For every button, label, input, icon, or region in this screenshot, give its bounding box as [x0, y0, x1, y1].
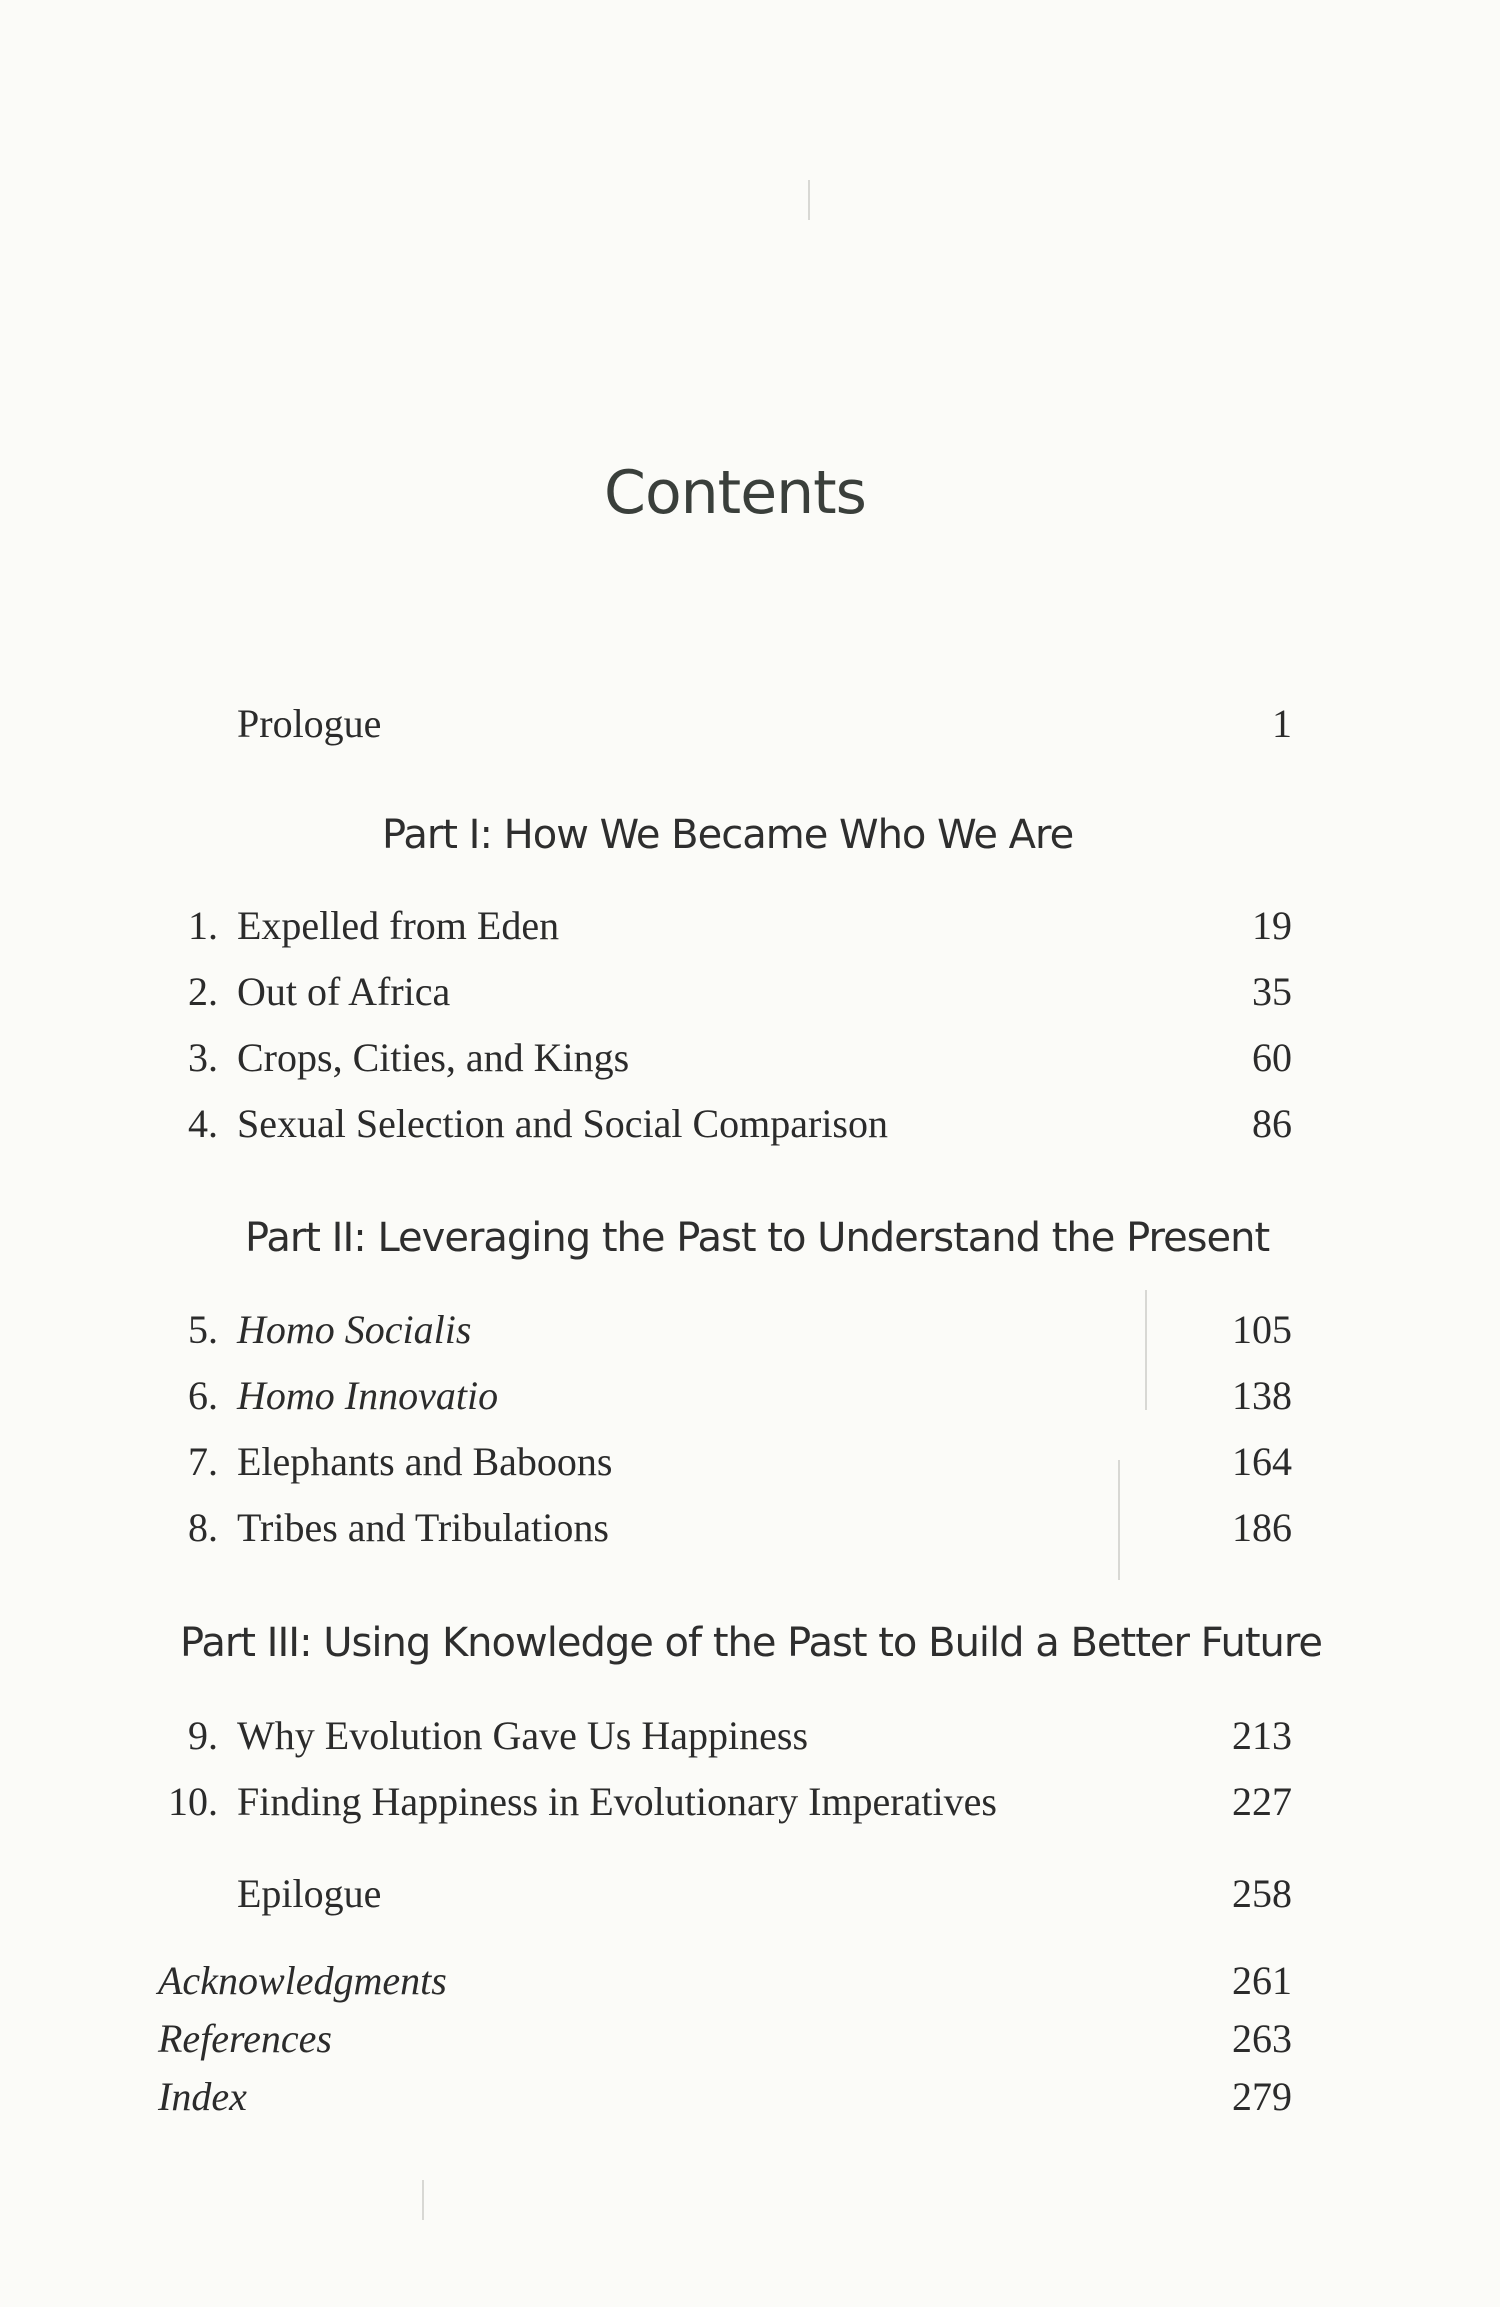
toc-entry-page: 186 [1232, 1505, 1292, 1550]
toc-entry-page: 261 [1232, 1958, 1292, 2003]
toc-entry-page: 1 [1272, 701, 1292, 746]
toc-entry-label: Out of Africa [237, 969, 451, 1014]
part-heading: Part II: Leveraging the Past to Understand the Present [245, 1215, 1270, 1261]
toc-entry[interactable] [0, 1712, 1500, 1762]
toc-entry-back-matter[interactable] [0, 1957, 1500, 2007]
toc-entry-label: Homo Innovatio [237, 1373, 499, 1418]
toc-entry-number: 3. [188, 1035, 218, 1080]
scan-mark [808, 180, 810, 220]
toc-entry[interactable] [0, 1778, 1500, 1828]
toc-entry[interactable] [0, 1100, 1500, 1150]
toc-entry-label: Prologue [237, 701, 382, 746]
toc-entry-label: Homo Socialis [237, 1307, 472, 1352]
toc-entry-page: 164 [1232, 1439, 1292, 1484]
toc-entry-page: 213 [1232, 1713, 1292, 1758]
toc-entry-number: 10. [168, 1779, 218, 1824]
toc-entry-page: 263 [1232, 2016, 1292, 2061]
toc-entry-label: Expelled from Eden [237, 903, 560, 948]
toc-entry[interactable] [0, 1438, 1500, 1488]
toc-entry-label: Index [158, 2074, 247, 2119]
toc-entry-number: 6. [188, 1373, 218, 1418]
toc-entry-number: 8. [188, 1505, 218, 1550]
toc-entry-page: 60 [1252, 1035, 1292, 1080]
toc-entry-page: 258 [1232, 1871, 1292, 1916]
toc-entry[interactable] [0, 1306, 1500, 1356]
toc-entry-page: 35 [1252, 969, 1292, 1014]
toc-entry-epilogue[interactable] [0, 1870, 1500, 1920]
toc-entry-label: Crops, Cities, and Kings [237, 1035, 630, 1080]
scan-mark [422, 2180, 424, 2220]
toc-entry-label: Acknowledgments [158, 1958, 447, 2003]
toc-entry[interactable] [0, 968, 1500, 1018]
toc-entry-page: 105 [1232, 1307, 1292, 1352]
toc-entry-page: 138 [1232, 1373, 1292, 1418]
toc-entry-page: 19 [1252, 903, 1292, 948]
toc-entry-label: Sexual Selection and Social Comparison [237, 1101, 888, 1146]
toc-entry-label: Why Evolution Gave Us Happiness [237, 1713, 809, 1758]
toc-entry-number: 2. [188, 969, 218, 1014]
toc-entry-page: 227 [1232, 1779, 1292, 1824]
toc-entry-label: Finding Happiness in Evolutionary Imperatives [237, 1779, 997, 1824]
toc-entry-number: 4. [188, 1101, 218, 1146]
toc-entry[interactable] [0, 1034, 1500, 1084]
toc-entry-prologue[interactable] [0, 700, 1500, 750]
toc-entry[interactable] [0, 902, 1500, 952]
toc-entry-page: 279 [1232, 2074, 1292, 2119]
part-heading: Part III: Using Knowledge of the Past to Build a Better Future [180, 1620, 1323, 1666]
page-title: Contents [604, 458, 866, 528]
toc-entry-label: References [158, 2016, 332, 2061]
toc-entry-number: 1. [188, 903, 218, 948]
toc-entry-number: 5. [188, 1307, 218, 1352]
toc-entry-number: 9. [188, 1713, 218, 1758]
toc-entry-label: Tribes and Tribulations [237, 1505, 609, 1550]
toc-entry-number: 7. [188, 1439, 218, 1484]
toc-entry-label: Epilogue [237, 1871, 382, 1916]
toc-entry[interactable] [0, 1504, 1500, 1554]
toc-entry[interactable] [0, 1372, 1500, 1422]
toc-entry-back-matter[interactable] [0, 2015, 1500, 2065]
toc-entry-label: Elephants and Baboons [237, 1439, 613, 1484]
part-heading: Part I: How We Became Who We Are [382, 812, 1074, 858]
toc-entry-page: 86 [1252, 1101, 1292, 1146]
toc-entry-back-matter[interactable] [0, 2073, 1500, 2123]
